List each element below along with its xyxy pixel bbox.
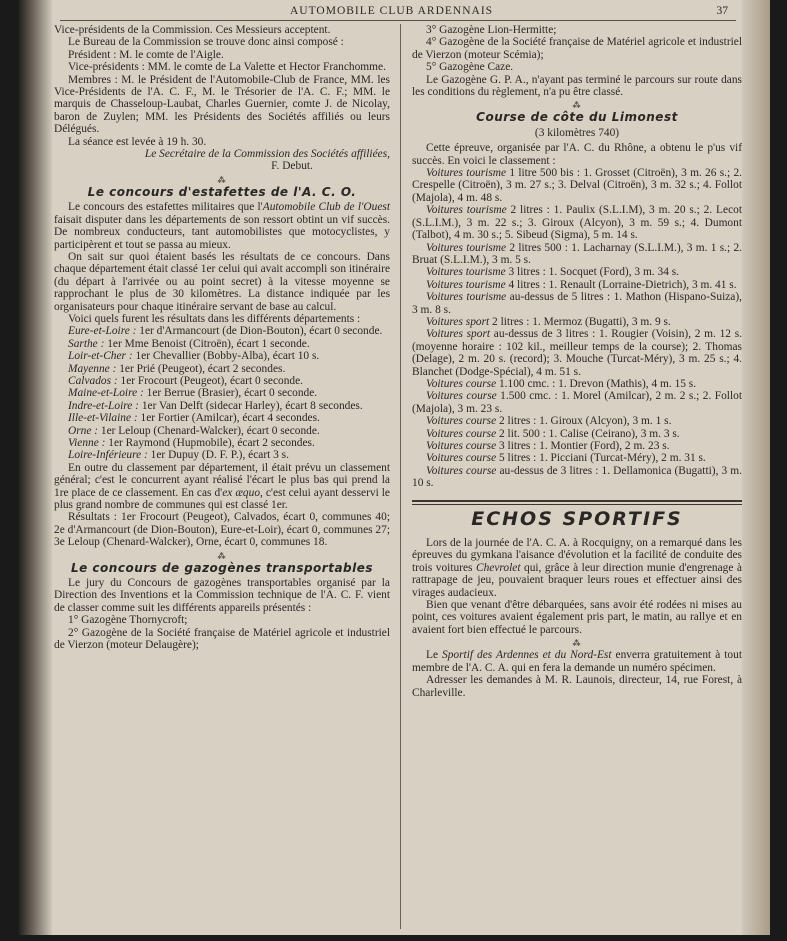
paragraph: Bien que venant d'être débarquées, sans avoir été rodées ni mises au point, ces voitures avaient également pris part, le matin, au rallye et en avaient fort bien effectué le parcours. bbox=[412, 599, 742, 636]
paragraph: Adresser les demandes à M. R. Launois, directeur, 14, rue Forest, à Charleville. bbox=[412, 674, 742, 699]
result-line: Voitures tourisme au-dessus de 5 litres : 1. Mathon (Hispano-Suiza), 3 m. 8 s. bbox=[412, 291, 742, 316]
result-line: Vienne : 1er Raymond (Hupmobile), écart 2 secondes. bbox=[68, 437, 315, 449]
running-header bbox=[60, 2, 736, 21]
paragraph: Le jury du Concours de gazogènes transportables organisé par la Direction des Inventions et la Commission technique de l'A. C. F. vient de classer comme suit les différents appareils présentés : bbox=[54, 577, 390, 614]
page bbox=[18, 0, 770, 935]
paragraph: La séance est levée à 19 h. 30. bbox=[68, 135, 207, 148]
result-line: Voitures course 1.500 cmc. : 1. Morel (Amilcar), 2 m. 2 s.; 2. Follot (Majola), 3 m. 23 s. bbox=[412, 390, 742, 415]
result-line: Calvados : 1er Frocourt (Peugeot), écart 0 seconde. bbox=[68, 374, 304, 387]
heading-estafettes: Le concours d'estafettes de l'A. C. O. bbox=[87, 184, 357, 199]
list-item: 3° Gazogène Lion-Hermitte; bbox=[426, 24, 557, 36]
result-line: Voitures tourisme 3 litres : 1. Socquet (Ford), 3 m. 34 s. bbox=[426, 266, 680, 279]
paragraph: Cette épreuve, organisée par l'A. C. du Rhône, a obtenu le p'us vif succès. En voici le classement : bbox=[412, 142, 742, 167]
result-line: Voitures sport 2 litres : 1. Mermoz (Bugatti), 3 m. 9 s. bbox=[426, 315, 671, 328]
result-line: Loire-Inférieure : 1er Dupuy (D. F. P.), écart 3 s. bbox=[68, 449, 289, 462]
right-column bbox=[412, 24, 742, 699]
result-line: Voitures course 2 lit. 500 : 1. Calise (Ceirano), 3 m. 3 s. bbox=[426, 427, 680, 440]
column-divider bbox=[400, 24, 401, 929]
paragraph: Voici quels furent les résultats dans les différents départements : bbox=[68, 312, 361, 325]
heading-gazogenes: Le concours de gazogènes transportables bbox=[70, 560, 374, 575]
section-ornament: ⁂ bbox=[572, 101, 582, 111]
result-line: Voitures course 1.100 cmc. : 1. Drevon (Mathis), 4 m. 15 s. bbox=[426, 377, 697, 390]
result-line: Voitures tourisme 1 litre 500 bis : 1. Grosset (Citroën), 3 m. 26 s.; 2. Crespelle (Citroën), 3 m. 27 s.; 3. Delval (Citroën), 3 m. 32 s.; 4. Follot (Majola), 4 m. 48 s. bbox=[412, 167, 742, 204]
result-line: Voitures course 5 litres : 1. Picciani (Turcat-Méry), 2 m. 31 s. bbox=[426, 452, 706, 465]
result-line: Eure-et-Loire : 1er d'Armancourt (de Dion-Bouton), écart 0 seconde. bbox=[68, 325, 383, 338]
paragraph: Membres : M. le Président de l'Automobile-Club de France, MM. les Vice-Présidents de l'A. C. F., M. le Trésorier de l'A. C. F.; MM. le marquis de Chasseloup-Laubat, Charles Guernier, comte J. de Nicolay, baron de Zuylen; MM. les Présidents des Sociétés affiliés ou leurs Délégués. bbox=[54, 73, 390, 136]
signature-name: F. Debut. bbox=[271, 160, 313, 173]
book-gutter bbox=[18, 0, 52, 935]
paragraph: Résultats : 1er Frocourt (Peugeot), Calvados, écart 0, communes 40; 2e d'Armancourt (de Dion-Bouton), Eure-et-Loir), écart 0, communes 27; 3e Leloup (Chenard-Walcker), Orne, écart 0, communes 18. bbox=[54, 511, 390, 549]
page-edge bbox=[742, 0, 770, 935]
paragraph: En outre du classement par département, il était prévu un classement général; c'est le concurrent ayant réalisé l'écart le plus bas qui prend la 1re place de ce classement. En cas d'ex æquo, c'est celui ayant desservi le plus grand nombre de communes qui est classé 1er. bbox=[54, 461, 390, 512]
paragraph: Le Sportif des Ardennes et du Nord-Est enverra gratuitement à tout membre de l'A. C. A. qui en fera la demande un numéro spécimen. bbox=[412, 649, 742, 674]
paragraph: Lors de la journée de l'A. C. A. à Rocquigny, on a remarqué dans les épreuves du gymkana l'aisance d'évolution et la facilité de conduite des trois voitures Chevrolet qui, grâce à leur direction munie d'engrenage à rattrapage de jeu, pouvaient braquer leurs roues et effectuer ainsi des virages audacieux. bbox=[412, 537, 742, 599]
result-line: Voitures sport au-dessus de 3 litres : 1. Rougier (Voisin), 2 m. 12 s. (moyenne horaire : 102 kil., meilleur temps de la course); 2. Thomas (Delage), 2 m. 20 s. (record); 3. Mouche (Turcat-Méry), 3 m. 25 s.; 4. Blanchet (Dodge-Spécial), 4 m. 51 s. bbox=[412, 328, 742, 378]
result-line: Voitures tourisme 2 litres 500 : 1. Lacharnay (S.L.I.M.), 3 m. 1 s.; 2. Bruat (S.L.I.M.), 3 m. 5 s. bbox=[412, 241, 742, 266]
list-item: 1° Gazogène Thornycroft; bbox=[68, 614, 188, 627]
heading-limonest: Course de côte du Limonest bbox=[476, 110, 678, 125]
result-line: Orne : 1er Leloup (Chenard-Walcker), écart 0 seconde. bbox=[68, 424, 320, 437]
result-line: Voitures tourisme 4 litres : 1. Renault (Lorraine-Dietrich), 3 m. 41 s. bbox=[426, 278, 737, 291]
result-line: Mayenne : 1er Prié (Peugeot), écart 2 secondes. bbox=[68, 362, 286, 375]
paragraph: Le Bureau de la Commission se trouve donc ainsi composé : bbox=[68, 36, 344, 49]
result-line: Loir-et-Cher : 1er Chevallier (Bobby-Alba), écart 10 s. bbox=[68, 350, 320, 363]
section-ornament: ⁂ bbox=[217, 175, 227, 185]
paragraph: Le concours des estafettes militaires que l'Automobile Club de l'Ouest faisait disputer dans les départements de son ressort obtint un vif succès. De nombreux conducteurs, tant automobilistes que motocyclistes, y participèrent et tout se passa au mieux. bbox=[54, 201, 391, 251]
result-line: Voitures tourisme 2 litres : 1. Paulix (S.L.I.M), 3 m. 20 s.; 2. Lecot (S.L.I.M.), 3 m. 22 s.; 3. Giroux (Alcyon), 3 m. 59 s.; 4. Dumont (Talbot), 4 m. 30 s.; 5. Sibeud (Sigma), 5 m. 14 s. bbox=[412, 204, 742, 242]
result-line: Voitures course 3 litres : 1. Montier (Ford), 2 m. 23 s. bbox=[426, 440, 670, 452]
heading-limonest-subtitle: (3 kilomètres 740) bbox=[534, 126, 620, 139]
paragraph: On sait sur quoi étaient basés les résultats de ce concours. Dans chaque département était classé 1er celui qui avait accompli son itinéraire (du départ à l'arrivée ou au point secret) à la vitesse moyenne se rapprochant le plus de 30 kilomètres. La distance indiquée par les organisateurs pour chaque itinéraire servant de base au calcul. bbox=[54, 250, 390, 313]
section-ornament: ⁂ bbox=[217, 551, 227, 561]
list-item: 5° Gazogène Caze. bbox=[426, 61, 514, 74]
result-line: Voitures course au-dessus de 3 litres : 1. Dellamonica (Bugatti), 3 m. 10 s. bbox=[412, 464, 742, 490]
result-line: Ille-et-Vilaine : 1er Fortier (Amilcar), écart 4 secondes. bbox=[68, 412, 320, 425]
list-item: 4° Gazogène de la Société française de Matériel agricole et industriel de Vierzon (moteur Scémia); bbox=[412, 36, 742, 61]
left-column bbox=[54, 24, 390, 652]
result-line: Voitures course 2 litres : 1. Giroux (Alcyon), 3 m. 1 s. bbox=[426, 415, 672, 428]
section-rule bbox=[412, 500, 742, 505]
page-number: 37 bbox=[716, 5, 728, 17]
paragraph: Vice-présidents de la Commission. Ces Messieurs acceptent. bbox=[54, 24, 331, 36]
paragraph: Le Gazogène G. P. A., n'ayant pas terminé le parcours sur route dans les conditions du règlement, n'a pu être classé. bbox=[412, 73, 742, 99]
paragraph: Vice-présidents : MM. le comte de La Valette et Hector Franchomme. bbox=[68, 61, 386, 74]
result-line: Sarthe : 1er Mme Benoist (Citroën), écart 1 seconde. bbox=[68, 337, 310, 350]
section-ornament: ⁂ bbox=[572, 639, 582, 649]
list-item: 2° Gazogène de la Société française de Matériel agricole et industriel de Vierzon (moteur Delaugère); bbox=[54, 626, 390, 652]
paragraph: Président : M. le comte de l'Aigle. bbox=[68, 48, 224, 61]
result-line: Indre-et-Loire : 1er Van Delft (sidecar Harley), écart 8 secondes. bbox=[68, 399, 363, 412]
signature-title: Le Secrétaire de la Commission des Sociétés affiliées, bbox=[144, 148, 390, 161]
result-line: Maine-et-Loire : 1er Berrue (Brasier), écart 0 seconde. bbox=[68, 387, 318, 400]
running-title: AUTOMOBILE CLUB ARDENNAIS bbox=[290, 5, 494, 17]
heading-echos-sportifs: ECHOS SPORTIFS bbox=[471, 507, 683, 530]
